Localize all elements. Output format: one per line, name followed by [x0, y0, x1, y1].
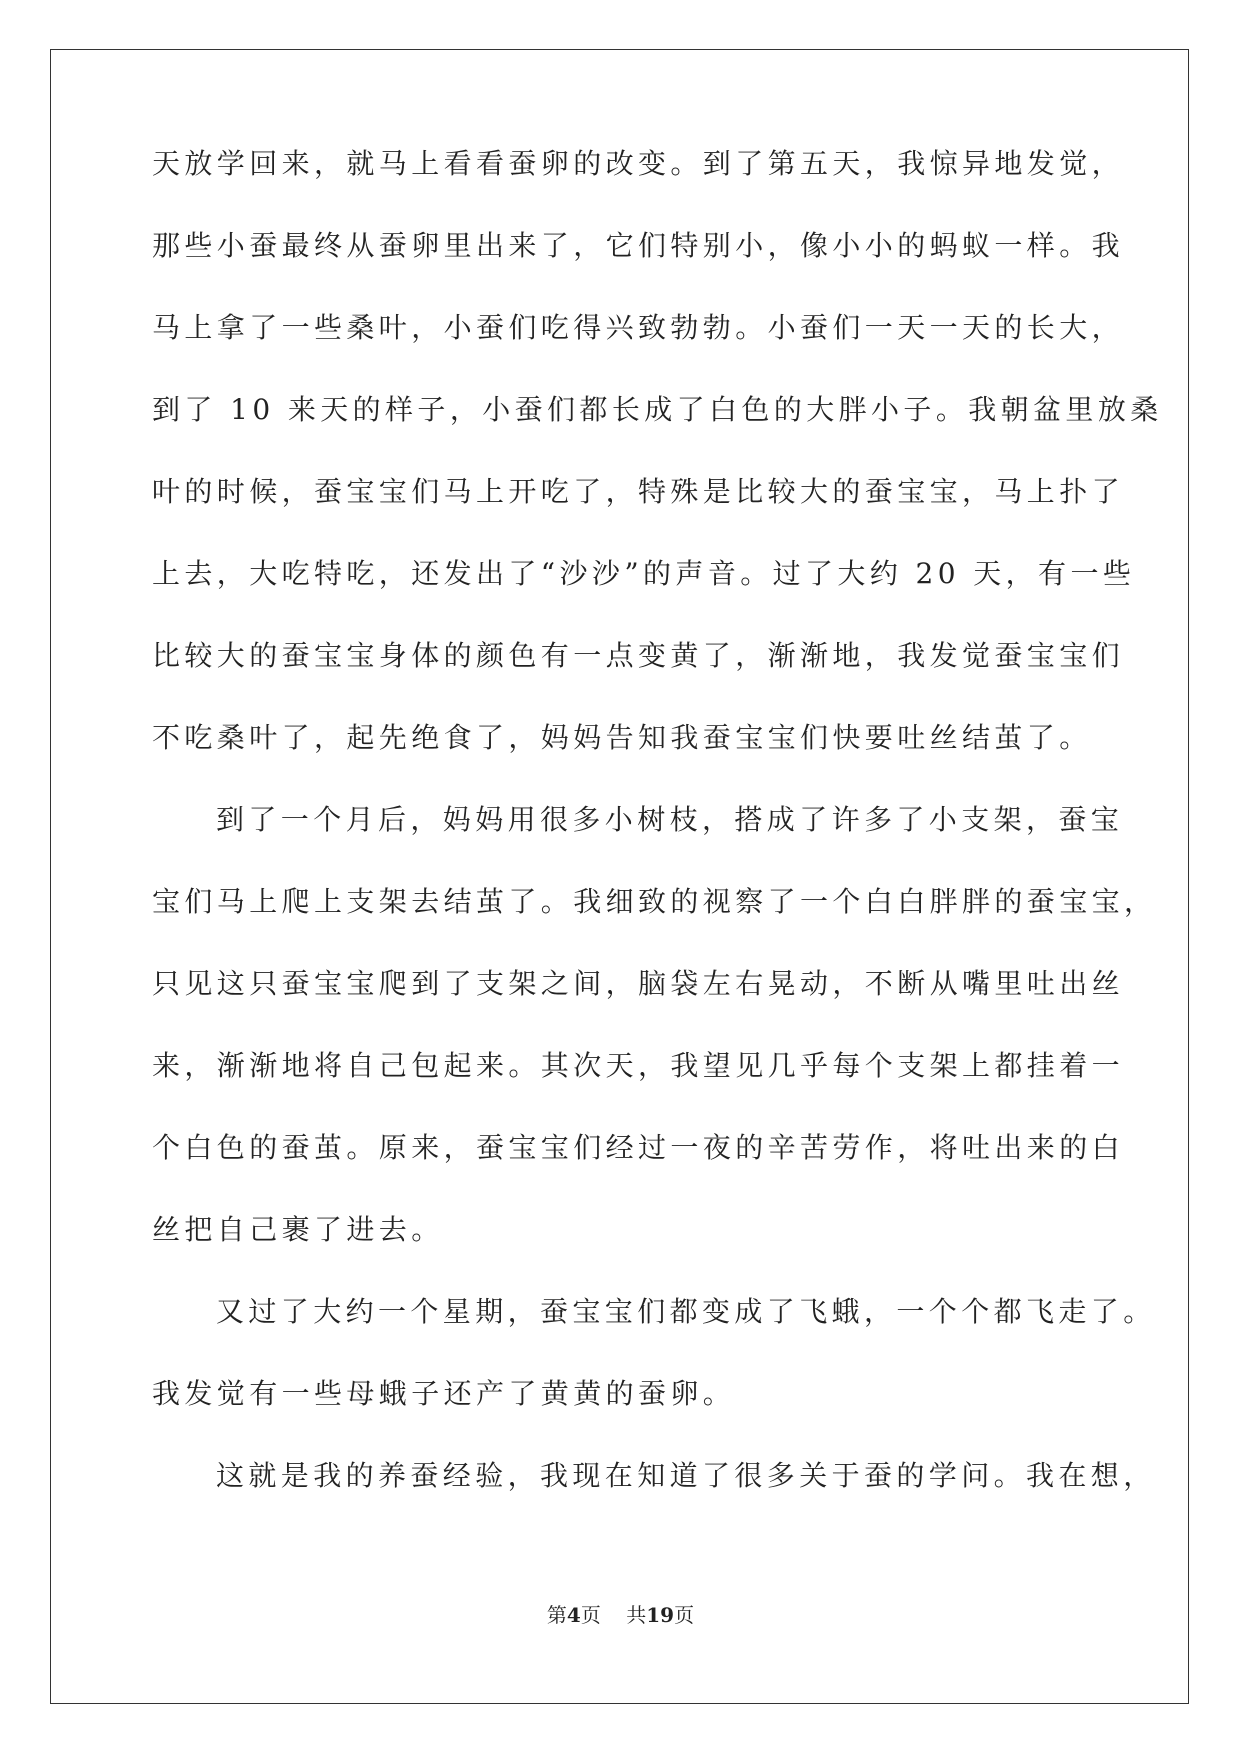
text-line: 宝们马上爬上支架去结茧了。我细致的视察了一个白白胖胖的蚕宝宝，: [152, 885, 1157, 918]
footer-suffix: 页: [674, 1603, 695, 1627]
text-line: 那些小蚕最终从蚕卵里出来了，它们特别小，像小小的蚂蚁一样。我: [152, 229, 1125, 262]
text-line: 比较大的蚕宝宝身体的颜色有一点变黄了，渐渐地，我发觉蚕宝宝们: [152, 639, 1125, 672]
paragraph-first-line: 到了一个月后，妈妈用很多小树枝，搭成了许多了小支架，蚕宝: [216, 803, 1124, 836]
current-page-number: 4: [566, 1603, 581, 1627]
total-pages-number: 19: [646, 1603, 675, 1627]
text-line: 个白色的蚕茧。原来，蚕宝宝们经过一夜的辛苦劳作，将吐出来的白: [152, 1131, 1125, 1164]
text-line: 只见这只蚕宝宝爬到了支架之间，脑袋左右晃动，不断从嘴里吐出丝: [152, 967, 1125, 1000]
footer-prefix: 第: [546, 1603, 567, 1627]
paragraph-first-line: 又过了大约一个星期，蚕宝宝们都变成了飞蛾，一个个都飞走了。: [216, 1295, 1156, 1328]
text-line: 到了 10 来天的样子，小蚕们都长成了白色的大胖小子。我朝盆里放桑: [152, 393, 1163, 426]
text-line: 不吃桑叶了，起先绝食了，妈妈告知我蚕宝宝们快要吐丝结茧了。: [152, 721, 1092, 754]
text-line: 来，渐渐地将自己包起来。其次天，我望见几乎每个支架上都挂着一: [152, 1049, 1125, 1082]
text-line: 叶的时候，蚕宝宝们马上开吃了，特殊是比较大的蚕宝宝，马上扑了: [152, 475, 1125, 508]
text-line: 天放学回来，就马上看看蚕卵的改变。到了第五天，我惊异地发觉，: [152, 147, 1125, 180]
footer-middle: 页 共: [580, 1603, 647, 1627]
text-line: 我发觉有一些母蛾子还产了黄黄的蚕卵。: [152, 1377, 736, 1410]
text-line: 马上拿了一些桑叶，小蚕们吃得兴致勃勃。小蚕们一天一天的长大，: [152, 311, 1125, 344]
text-line: 上去，大吃特吃，还发出了“沙沙”的声音。过了大约 20 天，有一些: [152, 557, 1136, 590]
paragraph-first-line: 这就是我的养蚕经验，我现在知道了很多关于蚕的学问。我在想，: [216, 1459, 1156, 1492]
page-border: [50, 49, 1189, 1704]
text-line: 丝把自己裹了进去。: [152, 1213, 444, 1246]
page-footer: [0, 1602, 1241, 1628]
